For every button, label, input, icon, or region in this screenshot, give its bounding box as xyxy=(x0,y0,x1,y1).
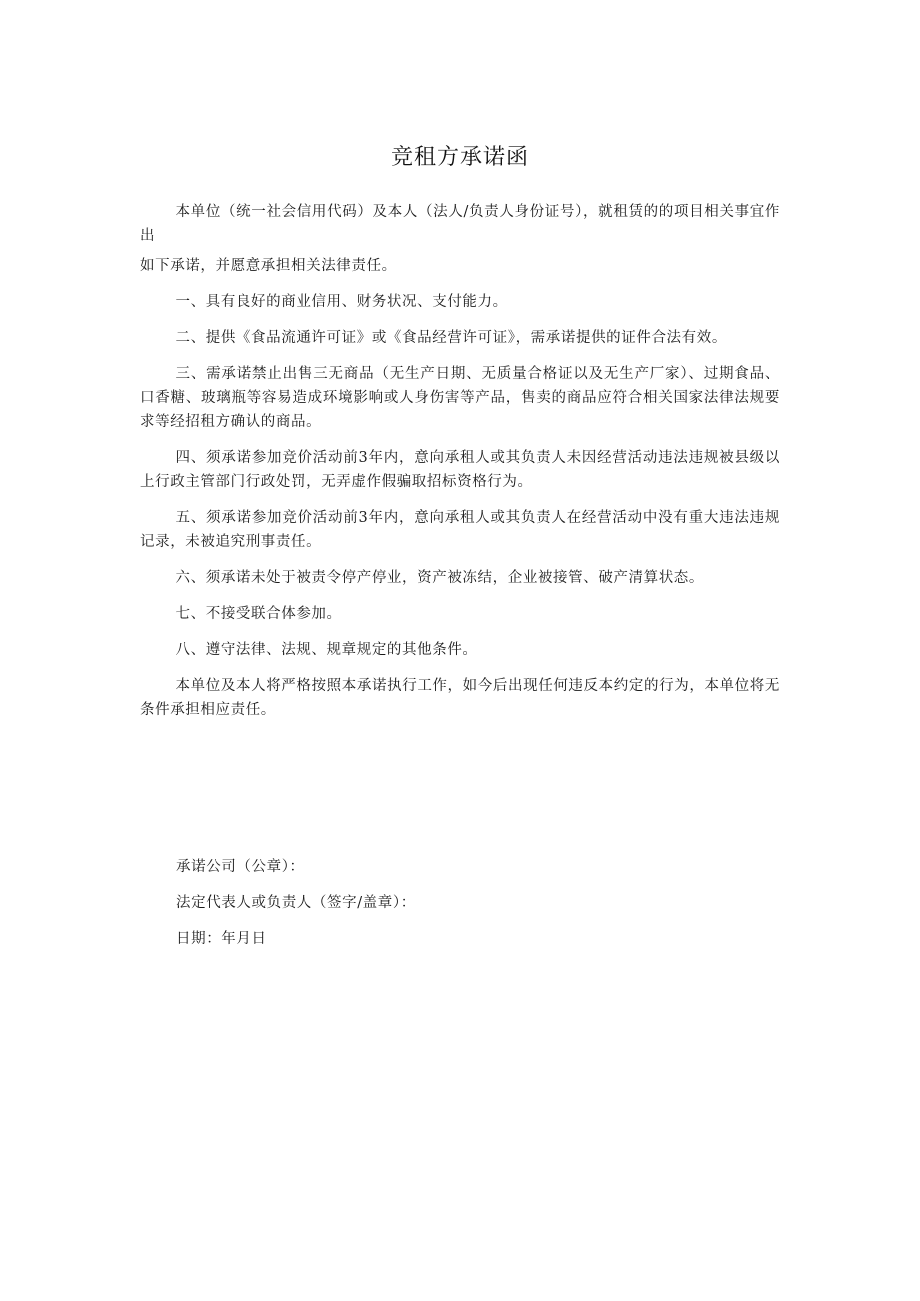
commitment-item-1: 一、具有良好的商业信用、财务状况、支付能力。 xyxy=(175,294,508,310)
signature-block xyxy=(176,855,756,963)
closing-paragraph: 本单位及本人将严格按照本承诺执行工作，如今后出现任何违反本约定的行为，本单位将无条件承担相应责任。 xyxy=(140,678,780,718)
commitment-item-5: 五、须承诺参加竞价活动前3年内，意向承租人或其负责人在经营活动中没有重大违法违规记录，未被追究刑事责任。 xyxy=(140,510,780,550)
document-title: 竞租方承诺函 xyxy=(390,145,529,170)
representative-signature-line: 法定代表人或负责人（签字/盖章）： xyxy=(176,895,416,911)
commitment-item-4: 四、须承诺参加竞价活动前3年内，意向承租人或其负责人未因经营活动违法违规被县级以上行政主管部门行政处罚，无弄虚作假骗取招标资格行为。 xyxy=(140,450,780,490)
intro-paragraph: 本单位（统一社会信用代码）及本人（法人/负责人身份证号），就租赁的的项目相关事宜作出 xyxy=(140,204,780,244)
commitment-item-7: 七、不接受联合体参加。 xyxy=(175,606,342,622)
commitment-item-6: 六、须承诺未处于被责令停产停业，资产被冻结，企业被接管、破产清算状态。 xyxy=(175,570,705,586)
commitment-item-2: 二、提供《食品流通许可证》或《食品经营许可证》，需承诺提供的证件合法有效。 xyxy=(175,330,727,346)
intro-continuation: 如下承诺，并愿意承担相关法律责任。 xyxy=(140,258,397,274)
date-line: 日期：年月日 xyxy=(176,931,267,947)
commitment-item-8: 八、遵守法律、法规、规章规定的其他条件。 xyxy=(175,642,478,658)
commitment-item-3: 三、需承诺禁止出售三无商品（无生产日期、无质量合格证以及无生产厂家）、过期食品、口香糖、玻璃瓶等容易造成环境影响或人身伤害等产品，售卖的商品应符合相关国家法律法规要求等经招租方确认的商品。 xyxy=(140,366,780,430)
document-body xyxy=(140,200,780,734)
company-seal-line: 承诺公司（公章）： xyxy=(176,859,305,875)
